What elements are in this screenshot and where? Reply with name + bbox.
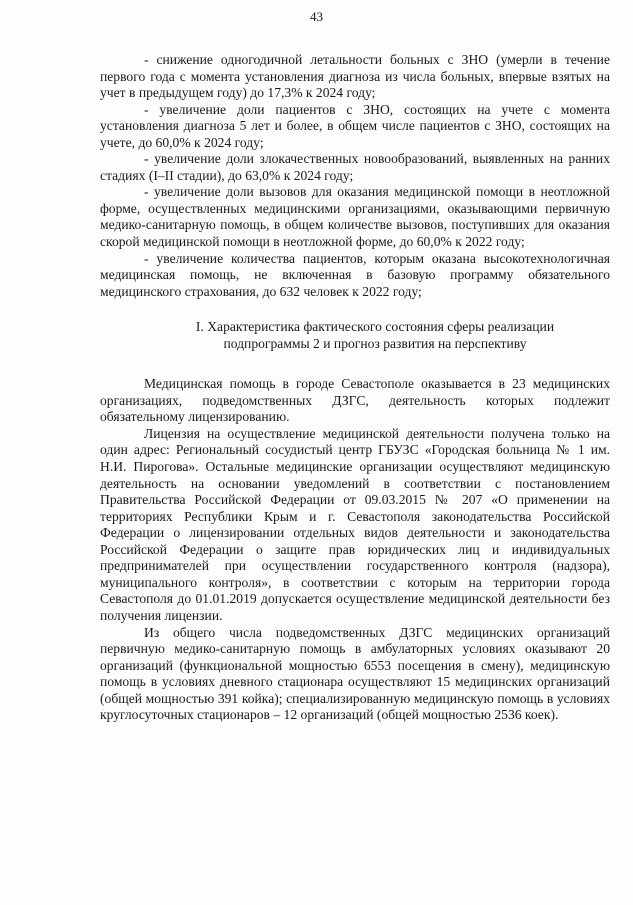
bullet-item: - снижение одногодичной летальности больных с ЗНО (умерли в течение первого года с момента установления диагноза из числа больных, впервые взятых на учет в предыдущем году) до 17,3% к 2024 году;	[100, 52, 610, 101]
body-paragraph: Лицензия на осуществление медицинской деятельности получена только на один адрес: Региональный сосудистый центр ГБУЗС «Городская больница № 1 им. Н.И. Пирогова». Остальные медицинские организации осуществляют медицинскую деятельность на основании уведомлений в соответствии с постановлением Правительства Российской Федерации от 09.03.2015 № 207 «О применении на территориях Республики Крым и г. Севастополя законодательства Российской Федерации о лицензировании отдельных видов деятельности и законодательства Российской Федерации о защите прав юридических лиц и индивидуальных предпринимателей при осуществлении государственного контроля (надзора), муниципального контроля», в соответствии с которым на территории города Севастополя до 01.01.2019 допускается осуществление медицинской деятельности без получения лицензии.	[100, 425, 610, 623]
page-number: 43	[310, 9, 323, 24]
bullet-item: - увеличение доли пациентов с ЗНО, состоящих на учете с момента установления диагноза 5 лет и более, в общем числе пациентов с ЗНО, состоящих на учете, до 60,0% к 2024 году;	[100, 101, 610, 150]
body-paragraph: Из общего числа подведомственных ДЗГС медицинских организаций первичную медико-санитарную помощь в амбулаторных условиях оказывают 20 организаций (функциональной мощностью 6553 посещения в смену), медицинскую помощь в условиях дневного стационара осуществляют 15 медицинских организаций (общей мощностью 391 койка); специализированную медицинскую помощь в условиях круглосуточных стационаров – 12 организаций (общей мощностью 2536 коек).	[100, 624, 610, 723]
body-paragraph: Медицинская помощь в городе Севастополе оказывается в 23 медицинских организациях, подведомственных ДЗГС, деятельность которых подлежит обязательному лицензированию.	[100, 376, 610, 425]
bullet-item: - увеличение количества пациентов, которым оказана высокотехнологичная медицинская помощь, не включенная в базовую программу обязательного медицинского страхования, до 632 человек к 2022 году;	[100, 250, 610, 299]
section-heading: I. Характеристика фактического состояния сферы реализации подпрограммы 2 и прогноз развития на перспективу	[195, 319, 555, 351]
bullet-item: - увеличение доли вызовов для оказания медицинской помощи в неотложной форме, осуществленных медицинскими организациями, оказывающими первичную медико-санитарную помощь, в общем количестве вызовов, поступивших для оказания скорой медицинской помощи в неотложной форме, до 60,0% к 2022 году;	[100, 184, 610, 250]
document-body	[100, 52, 610, 724]
bullet-item: - увеличение доли злокачественных новообразований, выявленных на ранних стадиях (I–II стадии), до 63,0% к 2024 году;	[100, 151, 610, 183]
